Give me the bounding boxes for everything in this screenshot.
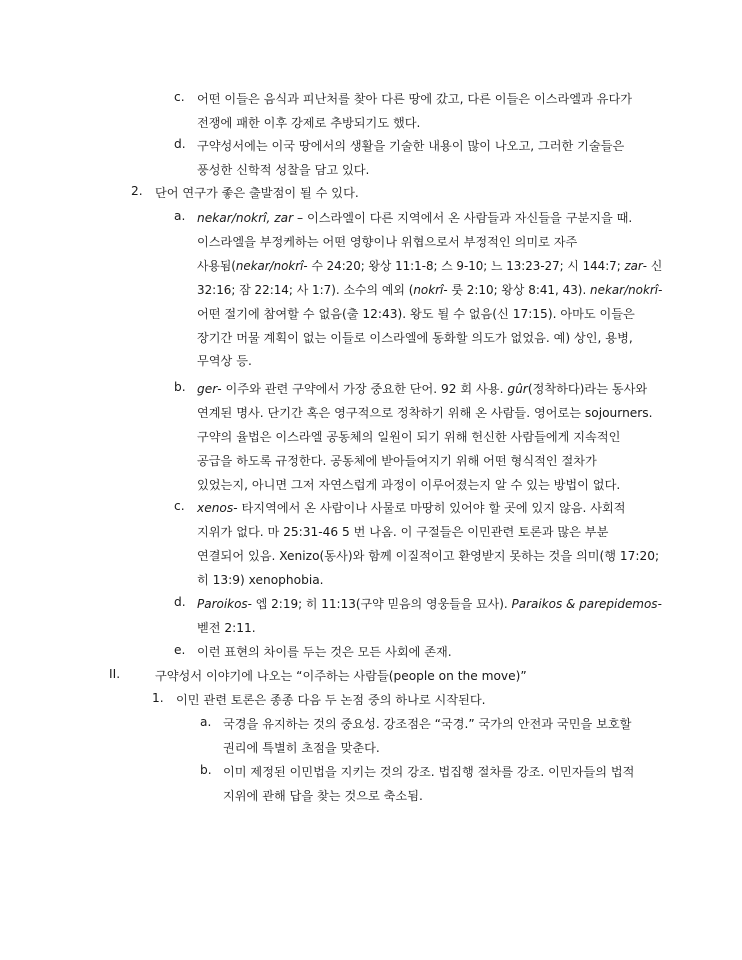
text-run: 공급을 하도록 규정한다. 공동체에 받아들여지기 위해 어떤 형식적인 절차가 [197,453,597,468]
text-line [176,691,486,708]
text-run: - 룻 2:10; 왕상 8:41, 43). [443,282,591,297]
italic-term: Paroikos [197,597,248,611]
outline-marker: 1. [152,691,164,705]
text-run: 사용됨( [197,258,236,273]
outline-marker: a. [174,209,186,223]
outline-marker: 2. [131,184,143,198]
text-line [197,161,369,178]
text-line [197,114,420,131]
text-line [197,209,632,226]
text-line [197,257,662,274]
text-line [223,763,634,780]
outline-marker: c. [174,499,185,513]
text-run: 국경을 유지하는 것의 중요성. 강조점은 “국경.” 국가의 안전과 국민을 보호할 [223,717,632,731]
text-line [197,329,633,346]
outline-marker: b. [200,763,212,777]
text-run: - 수 24:20; 왕상 11:1-8; 스 9-10; 느 13:23-27; 시 144:7; [303,258,625,273]
text-run: 이런 표현의 차이를 두는 것은 모든 사회에 존재. [197,645,452,659]
text-line [223,739,380,756]
text-line [197,281,662,298]
text-run: 풍성한 신학적 성찰을 담고 있다. [197,162,370,177]
italic-term: nekar/nokrî [235,258,304,273]
italic-term: gûr [507,382,528,396]
outline-marker: a. [200,715,212,729]
text-run: 32:16; 잠 22:14; 사 1:7). 소수의 예외 ( [197,282,414,297]
text-line [197,404,653,421]
text-run: (정착하다)라는 동사와 [527,382,648,396]
outline-marker: c. [174,90,185,104]
text-run: 단어 연구가 좋은 출발점이 될 수 있다. [155,186,359,200]
text-run: - [657,597,662,611]
text-line [155,667,527,684]
text-run: 있었는지, 아니면 그저 자연스럽게 과정이 이루어졌는지 알 수 있는 방법이 없다. [197,477,621,492]
text-run: 연계된 명사. 단기간 혹은 영구적으로 정착하기 위해 온 사람들. 영어로는 sojourners. [197,405,653,420]
italic-term: zar [624,258,643,273]
text-run: 이민 관련 토론은 종종 다음 두 논점 중의 하나로 시작된다. [176,693,486,707]
text-run: 구약성서에는 이국 땅에서의 생활을 기술한 내용이 많이 나오고, 그러한 기술들은 [197,139,625,153]
italic-term: nokrî [413,282,444,297]
text-line [197,90,632,107]
text-line [197,137,624,154]
text-line [197,643,452,660]
italic-term: nekar/nokrî, zar [197,211,294,225]
text-line [197,428,620,445]
text-run: 벧전 2:11. [197,620,256,635]
text-line [197,595,662,612]
text-run: 연결되어 있음. Xenizo(동사)와 함께 이질적이고 환영받지 못하는 것을 의미(행 17:20; [197,548,660,563]
text-run: 구약의 율법은 이스라엘 공동체의 일원이 되기 위해 헌신한 사람들에게 지속적인 [197,429,621,444]
text-run: 권리에 특별히 초점을 맞춘다. [223,740,380,755]
outline-marker: d. [174,595,186,609]
text-line [197,305,635,322]
text-run: 지위에 관해 답을 찾는 것으로 축소됨. [223,788,423,803]
text-run: - 신 [642,258,663,273]
text-line [197,452,597,469]
text-run: 지위가 없다. 마 25:31-46 5 번 나옴. 이 구절들은 이민관련 토론과 많은 부분 [197,524,609,539]
text-run: - [658,282,663,297]
text-run: - 엡 2:19; 히 11:13(구약 믿음의 영웅들을 묘사). [247,597,512,611]
text-run: 이스라엘을 부정케하는 어떤 영향이나 위협으로서 부정적인 의미로 자주 [197,234,578,249]
italic-term: Paraikos & parepidemos [511,597,658,611]
text-line [197,476,620,493]
text-run: 히 13:9) xenophobia. [197,572,324,587]
text-line [223,715,631,732]
text-line [197,571,324,588]
italic-term: xenos [197,501,234,515]
text-run: – 이스라엘이 다른 지역에서 온 사람들과 자신들을 구분지을 때. [293,211,633,225]
text-line [223,787,423,804]
text-line [197,523,608,540]
text-run: - 이주와 관련 구약에서 가장 중요한 단어. 92 회 사용. [217,382,508,396]
text-run: 무역상 등. [197,354,252,369]
text-run: 어떤 절기에 참여할 수 없음(출 12:43). 왕도 될 수 없음(신 17:15). 아마도 이들은 [197,306,635,321]
text-run: - 타지역에서 온 사람이나 사물로 마땅히 있어야 할 곳에 있지 않음. 사회적 [233,501,626,515]
italic-term: ger [197,382,218,396]
text-line [197,547,659,564]
text-line [155,184,359,201]
text-line [197,233,577,250]
text-line [197,380,647,397]
text-run: 구약성서 이야기에 나오는 “이주하는 사람들(people on the move)” [155,669,527,683]
text-run: 어떤 이들은 음식과 피난처를 찾아 다른 땅에 갔고, 다른 이들은 이스라엘과 유다가 [197,92,633,106]
text-line [197,499,626,516]
outline-marker: b. [174,380,186,394]
outline-marker: e. [174,643,186,657]
italic-term: nekar/nokrî [590,282,659,297]
text-line [197,352,252,369]
text-line [197,619,256,636]
outline-marker: II. [109,667,121,681]
outline-marker: d. [174,137,186,151]
text-run: 전쟁에 패한 이후 강제로 추방되기도 했다. [197,115,421,130]
text-run: 이미 제정된 이민법을 지키는 것의 강조. 법집행 절차를 강조. 이민자들의 법적 [223,765,635,779]
text-run: 장기간 머물 계획이 없는 이들로 이스라엘에 동화할 의도가 없었음. 예) 상인, 용병, [197,330,633,345]
